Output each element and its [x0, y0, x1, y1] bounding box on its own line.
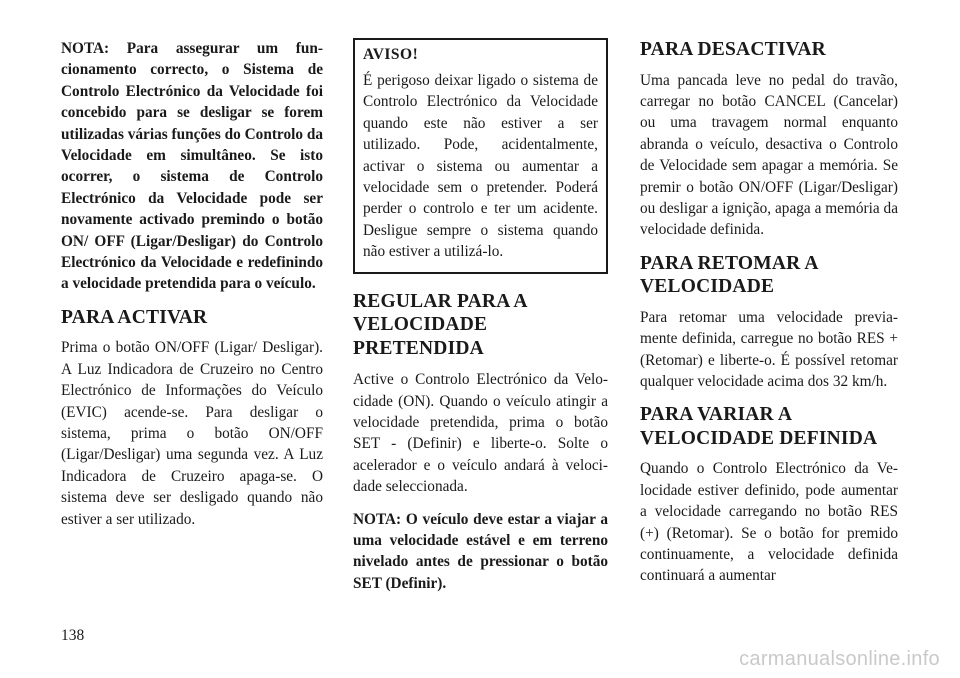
vary-speed-paragraph: Quando o Controlo Electrónico da Velocidade estiver definido, pode aumentar a velocidade carregando no botão RES (+) (Retomar). Se o botão for premido continuamente, a velocidade definida continuará a aumentar — [640, 460, 898, 585]
heading-activate: PARA ACTIVAR — [61, 306, 208, 328]
watermark: carmanualsonline.info — [739, 648, 940, 670]
heading-resume: PARA RETOMAR A VELOCIDADE — [640, 252, 818, 298]
warning-title: AVISO! — [363, 46, 419, 63]
warning-text: É perigoso deixar ligado o sistema de Controlo Electrónico da Velocidade quando este não estiver a ser utilizado. Pode, acidentalmente, activar o sistema ou aumentar a velocidade sem o pretender. Poderá perder o controlo e ter um acidente. Desligue sempre o sistema quando não estiver a utilizá-lo. — [363, 72, 598, 261]
warning-box — [353, 38, 608, 274]
note-paragraph: NOTA: Para assegurar um funcionamento correcto, o Sistema de Controlo Electrónico da Velocidade foi concebido para se desligar se forem utilizadas várias funções do Controlo da Velocidade em simultâneo. Se isto ocorrer, o sistema de Controlo Electrónico da Velocidade pode ser novamente activado premindo o botão ON/ OFF (Ligar/Desligar) do Controlo Electrónico da Velocidade e redefinindo a velocidade pretendida para o veículo. — [61, 40, 323, 293]
column-left — [61, 38, 323, 530]
set-speed-paragraph: Active o Controlo Electrónico da Velocidade (ON). Quando o veículo atingir a velocidade pretendida, prima o botão SET - (Definir) e liberte-o. Solte o acelerador e o veículo andará à velocidade seleccionada. — [353, 371, 608, 496]
resume-paragraph: Para retomar uma velocidade previamente definida, carregue no botão RES + (Retomar) e liberte-o. É possível retomar qualquer velocidade acima dos 32 km/h. — [640, 308, 898, 390]
page-number: 138 — [61, 627, 85, 644]
deactivate-paragraph: Uma pancada leve no pedal do travão, carregar no botão CANCEL (Cancelar) ou uma travagem normal enquanto abranda o veículo, desactiva o Controlo de Velocidade sem apagar a memória. Se premir o botão ON/OFF (Ligar/Desligar) ou desligar a ignição, apaga a memória da velocidade definida. — [640, 71, 898, 239]
activate-paragraph: Prima o botão ON/OFF (Ligar/ Desligar). A Luz Indicadora de Cruzeiro no Centro Electrónico de Informações do Veículo (EVIC) acende-se. Para desligar o sistema, prima o botão ON/OFF (Ligar/Desligar) uma segunda vez. A Luz Indicadora de Cruzeiro apaga-se. O sistema deve ser desligado quando não estiver a ser utilizado. — [61, 339, 323, 528]
heading-deactivate: PARA DESACTIVAR — [640, 39, 826, 60]
column-right — [640, 38, 898, 587]
heading-set-speed: REGULAR PARA A VELOCIDADE PRETENDIDA — [353, 290, 527, 359]
heading-vary-speed: PARA VARIAR A VELOCIDADE DEFINIDA — [640, 404, 878, 449]
note-set-speed: NOTA: O veículo deve estar a viajar a uma velocidade estável e em terreno nivelado antes de pressionar o botão SET (Definir). — [353, 510, 608, 592]
column-middle — [353, 38, 608, 594]
